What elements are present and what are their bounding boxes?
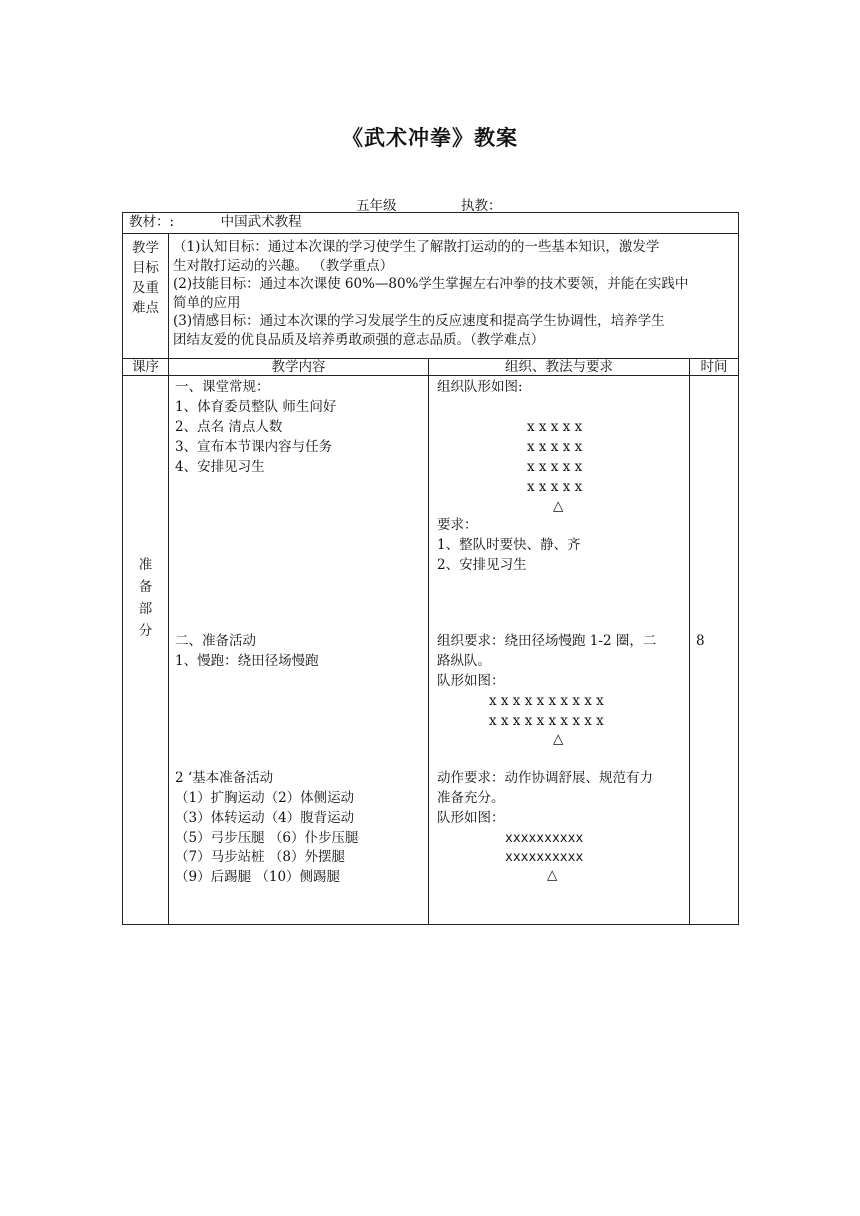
method-line: 动作要求：动作协调舒展、规范有力	[437, 770, 653, 786]
content-line: 2 ‘基本准备活动	[175, 770, 274, 786]
content-line: （1）扩胸运动（2）体侧运动	[175, 790, 355, 806]
goals-label-line: 难点	[132, 300, 159, 316]
content-line: （3）体转运动（4）腹背运动	[175, 810, 355, 826]
time-cell	[690, 376, 739, 925]
method-line: 组织要求：绕田径场慢跑 1-2 圈，二	[437, 633, 657, 649]
content-line: （9）后踢腿 （10）侧踢腿	[175, 869, 341, 885]
formation-row: x x x x x x x x x x	[489, 693, 604, 709]
header-time: 时间	[690, 359, 739, 376]
method-line: 要求：	[437, 517, 478, 533]
goals-label-line: 及重	[132, 280, 159, 296]
method-line: 1、整队时要快、静、齐	[437, 537, 581, 553]
material-label: 教材：:	[129, 214, 175, 230]
section-label-char: 备	[138, 579, 153, 595]
goal-line: 团结友爱的优良品质及培养勇敢顽强的意志品质。（教学难点）	[173, 331, 545, 348]
section-label-cell	[123, 376, 169, 925]
goals-text-cell	[169, 234, 739, 359]
teacher-triangle: △	[553, 498, 564, 514]
preparation-row	[123, 376, 739, 925]
method-line: 准备充分。	[437, 790, 505, 806]
material-cell	[123, 213, 739, 234]
formation-row: x x x x x	[527, 419, 583, 435]
goal-line: (3)情感目标：通过本次课的学习发展学生的反应速度和提高学生协调性，培养学生	[173, 313, 665, 329]
material-value: 中国武术教程	[220, 214, 302, 230]
content-cell	[169, 376, 429, 925]
formation-row: x x x x x	[527, 479, 583, 495]
method-line: 队形如图：	[437, 810, 505, 826]
content-line: 1、慢跑：绕田径场慢跑	[175, 653, 319, 669]
section-label-char: 准	[138, 557, 153, 573]
method-line: 队形如图：	[437, 673, 505, 689]
method-line: 路纵队。	[437, 653, 491, 669]
material-row	[123, 213, 739, 234]
formation-row: xxxxxxxxxx	[505, 831, 584, 846]
formation-row: x x x x x	[527, 459, 583, 475]
teacher-label: 执教：	[461, 198, 502, 214]
header-content: 教学内容	[169, 359, 429, 376]
goals-label-line: 教学	[132, 240, 159, 256]
content-line: 3、宣布本节课内容与任务	[175, 439, 333, 455]
teacher-triangle: △	[553, 731, 564, 747]
method-line: 2、安排见习生	[437, 557, 527, 573]
goal-line: 生对散打运动的兴趣。 （教学重点）	[173, 257, 394, 274]
formation-row: x x x x x	[527, 439, 583, 455]
grade-label: 五年级	[356, 198, 397, 214]
header-row	[123, 359, 739, 376]
goal-line: (2)技能目标：通过本次课使 60%—80%学生掌握左右冲拳的技术要领，并能在实践中	[173, 276, 689, 292]
method-line: 组织队形如图:	[437, 379, 523, 395]
formation-row: xxxxxxxxxx	[505, 850, 584, 865]
content-line: 2、点名 清点人数	[175, 419, 283, 435]
section-label-char: 分	[138, 623, 153, 639]
header-order: 课序	[123, 359, 169, 376]
teacher-triangle: △	[547, 867, 558, 883]
time-value: 8	[696, 633, 705, 649]
content-line: （5）弓步压腿 （6）仆步压腿	[175, 830, 359, 846]
goals-label-line: 目标	[132, 260, 159, 276]
content-line: 一、课堂常规：	[175, 379, 270, 395]
content-line: （7）马步站桩 （8）外摆腿	[175, 849, 345, 865]
method-cell	[429, 376, 690, 925]
content-line: 4、安排见习生	[175, 459, 265, 475]
lesson-plan-table	[122, 212, 739, 925]
formation-row: x x x x x x x x x x	[489, 713, 604, 729]
section-label-char: 部	[138, 601, 153, 617]
content-line: 二、准备活动	[175, 633, 256, 649]
goal-line: 简单的应用	[173, 294, 241, 311]
goals-row	[123, 234, 739, 359]
page-title: 《武术冲拳》教案	[342, 126, 518, 150]
header-method: 组织、教法与要求	[429, 359, 690, 376]
goal-line: （1)认知目标：通过本次课的学习使学生了解散打运动的的一些基本知识，激发学	[173, 239, 660, 255]
content-line: 1、体育委员整队 师生问好	[175, 399, 337, 415]
goals-label-cell	[123, 234, 169, 359]
